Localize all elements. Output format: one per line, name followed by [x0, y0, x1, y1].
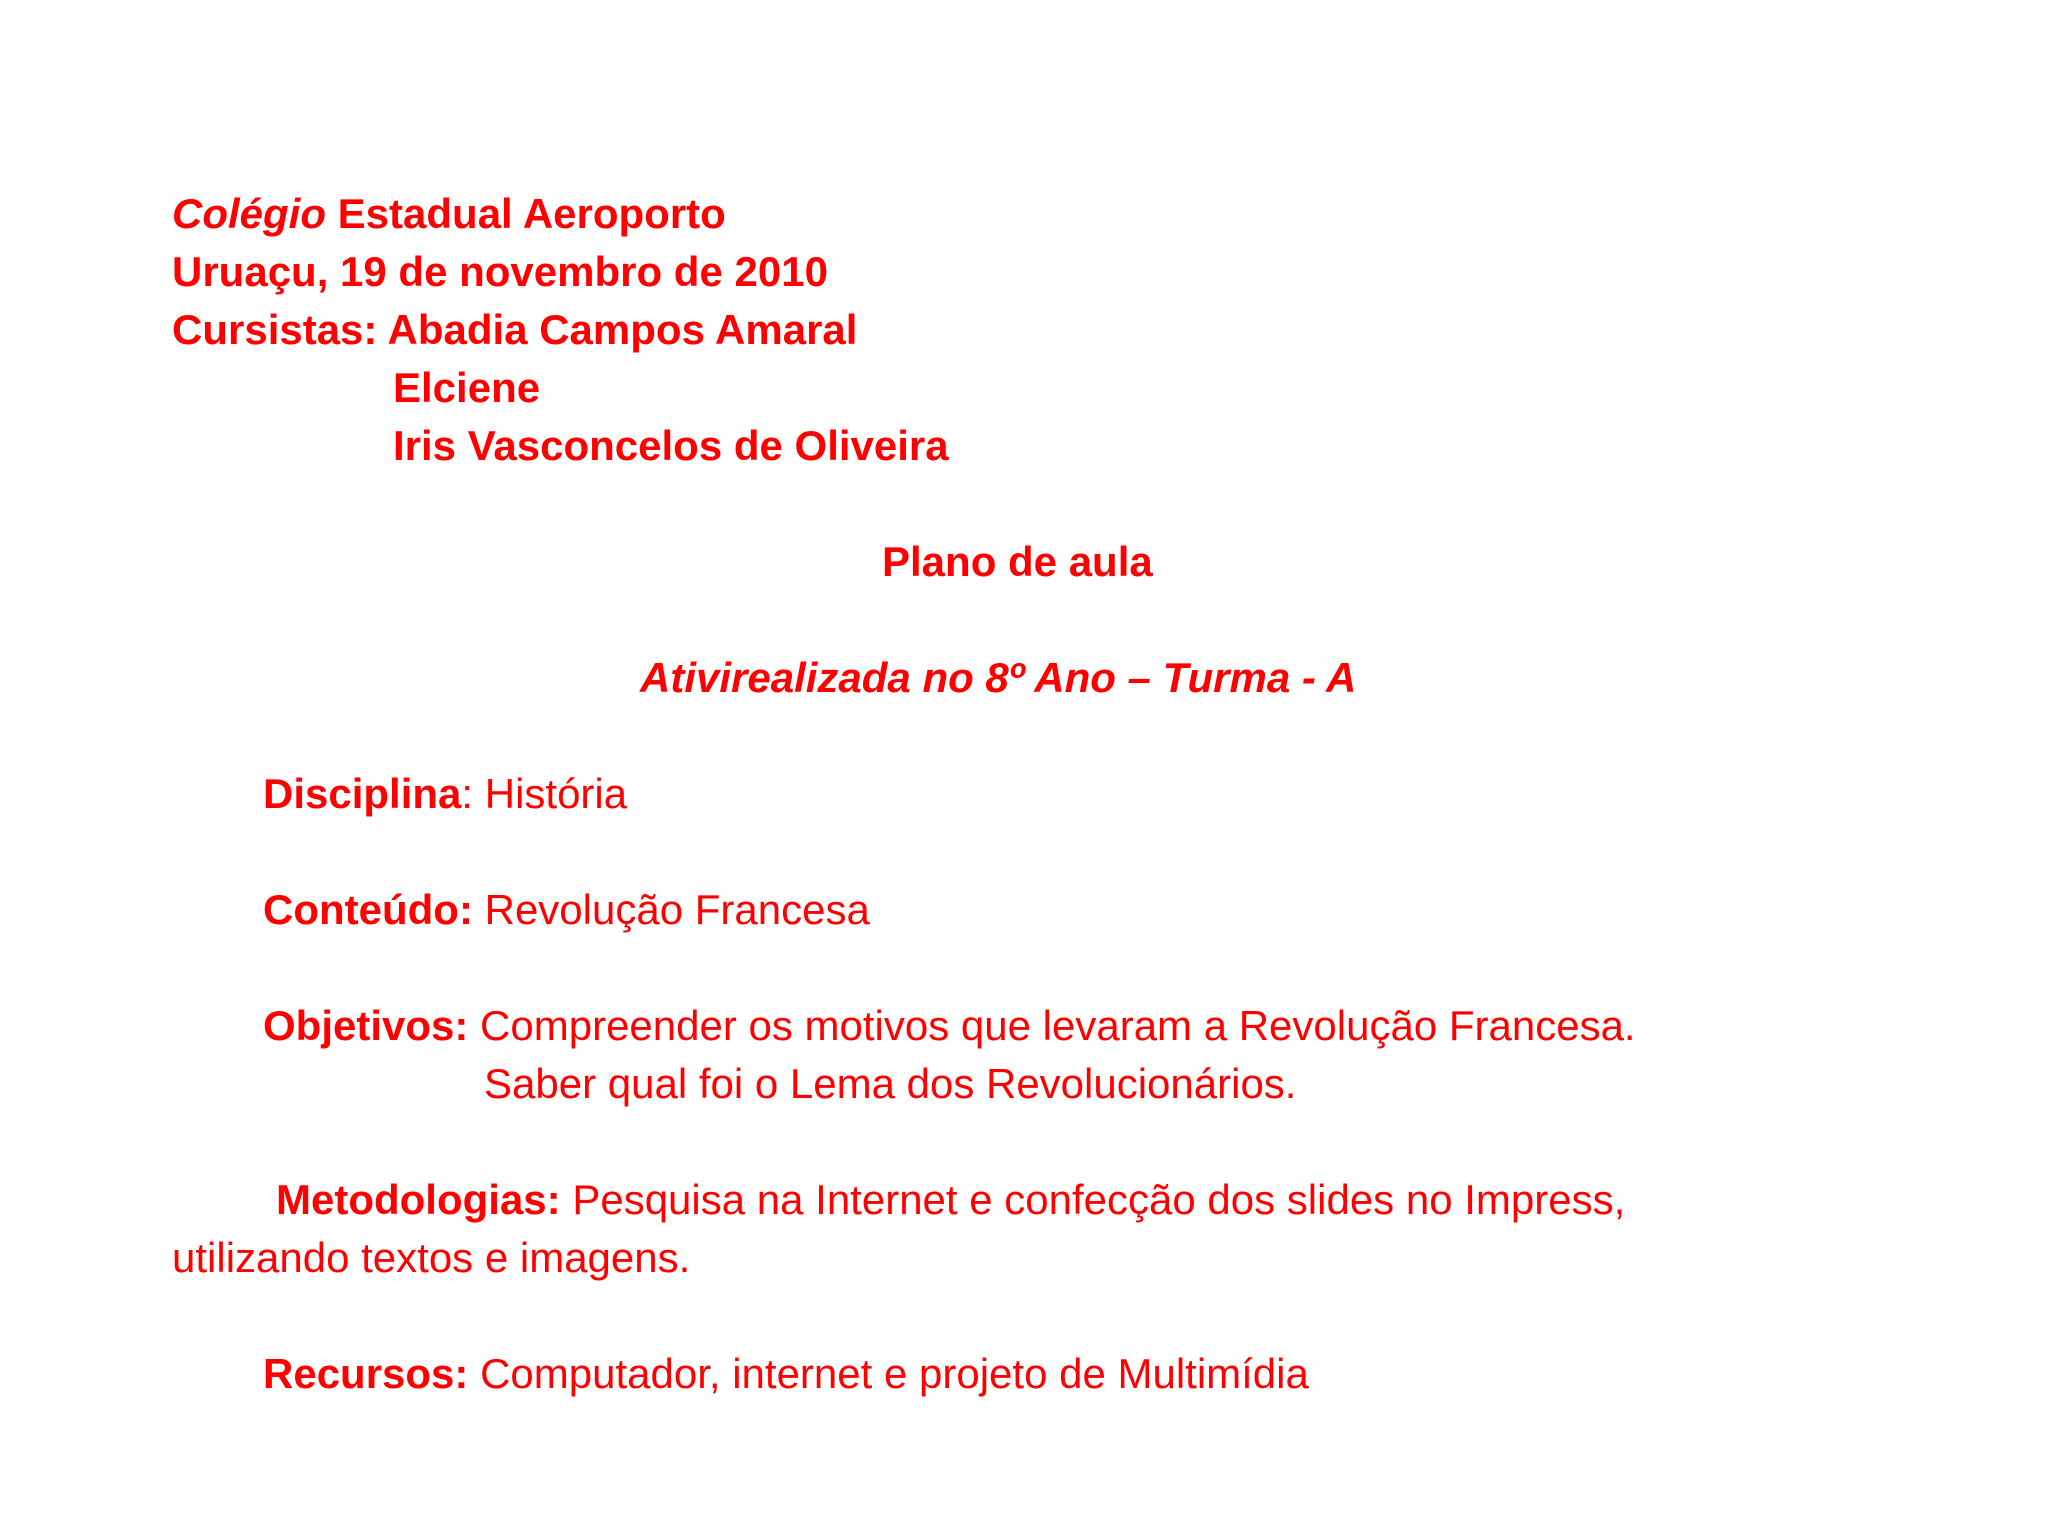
metodologias-text-2: utilizando textos e imagens. — [172, 1234, 691, 1281]
page-title: Plano de aula — [882, 538, 1153, 585]
disciplina-line — [263, 765, 627, 823]
date-line: Uruaçu, 19 de novembro de 2010 — [172, 248, 828, 295]
conteudo-label: Conteúdo: — [263, 886, 473, 933]
objetivos-label: Objetivos: — [263, 1002, 469, 1049]
page-subtitle: Ativirealizada no 8º Ano – Turma - A — [640, 654, 1357, 701]
metodologias-text-1: Pesquisa na Internet e confecção dos slides no Impress, — [560, 1176, 1626, 1223]
metodologias-label: Metodologias: — [276, 1176, 561, 1223]
conteudo-value: Revolução Francesa — [472, 886, 870, 933]
recursos-label: Recursos: — [263, 1350, 469, 1397]
conteudo-line — [263, 881, 870, 939]
student-name: Elciene — [393, 364, 541, 411]
school-name — [172, 185, 726, 243]
metodologias-line — [276, 1171, 1625, 1229]
disciplina-label: Disciplina — [263, 770, 462, 817]
objetivos-text-2: Saber qual foi o Lema dos Revolucionários. — [484, 1060, 1297, 1107]
school-name-rest: Estadual Aeroporto — [326, 190, 726, 237]
objetivos-line — [263, 997, 1636, 1055]
disciplina-value: : História — [461, 770, 628, 817]
recursos-line — [263, 1345, 1309, 1403]
school-name-italic: Colégio — [172, 190, 326, 237]
student-name: Abadia Campos Amaral — [387, 306, 858, 353]
students-label: Cursistas: — [172, 306, 378, 353]
student-name: Iris Vasconcelos de Oliveira — [393, 422, 949, 469]
students-line — [172, 301, 857, 359]
recursos-value: Computador, internet e projeto de Multimídia — [468, 1350, 1309, 1397]
objetivos-text-1: Compreender os motivos que levaram a Revolução Francesa. — [468, 1002, 1636, 1049]
